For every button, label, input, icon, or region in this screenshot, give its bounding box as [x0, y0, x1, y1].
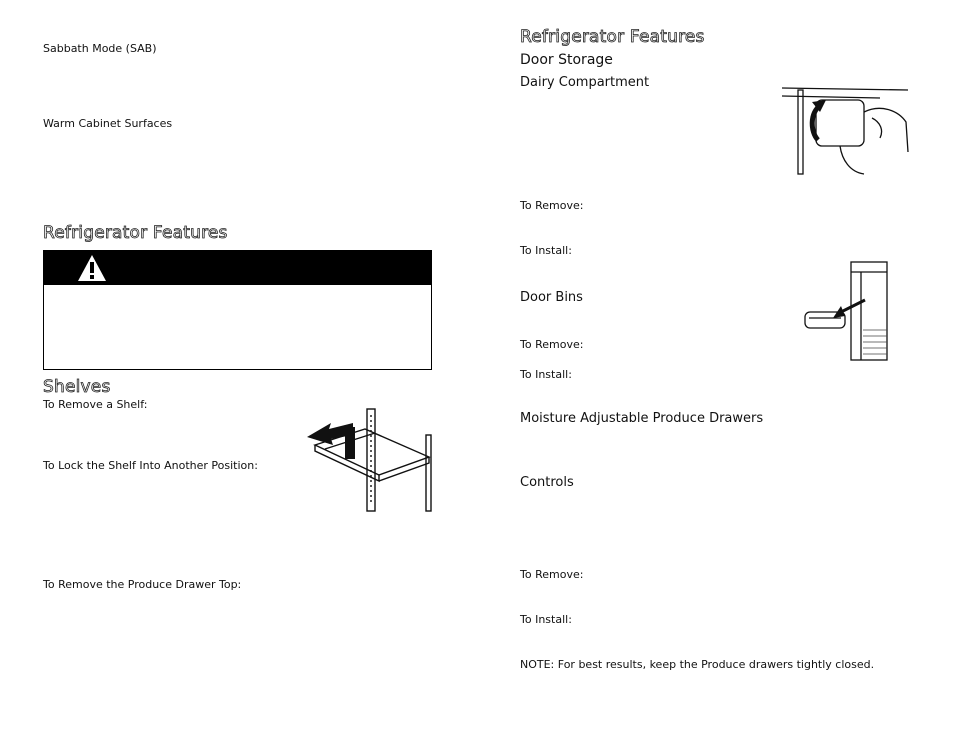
produce-note: NOTE: For best results, keep the Produce drawers tightly closed.	[520, 658, 875, 671]
warm-cabinet-label: Warm Cabinet Surfaces	[43, 117, 173, 130]
dairy-compartment-illustration	[780, 82, 910, 177]
warning-box	[43, 250, 432, 370]
bins-install-label: To Install:	[520, 368, 572, 381]
controls-remove-label: To Remove:	[520, 568, 584, 581]
right-section-title: Refrigerator Features	[520, 27, 705, 47]
door-bin-illustration	[803, 260, 890, 363]
door-bins-heading: Door Bins	[520, 290, 583, 305]
controls-install-label: To Install:	[520, 613, 572, 626]
warning-icon	[77, 254, 107, 282]
remove-shelf-label: To Remove a Shelf:	[43, 398, 148, 411]
remove-produce-top-label: To Remove the Produce Drawer Top:	[43, 578, 242, 591]
bins-remove-label: To Remove:	[520, 338, 584, 351]
moisture-drawers-heading: Moisture Adjustable Produce Drawers	[520, 411, 764, 426]
dairy-compartment-heading: Dairy Compartment	[520, 75, 650, 90]
shelf-illustration	[305, 405, 435, 513]
controls-heading: Controls	[520, 475, 574, 490]
door-storage-heading: Door Storage	[520, 52, 613, 68]
warning-header-bar	[44, 251, 431, 285]
sabbath-mode-label: Sabbath Mode (SAB)	[43, 42, 157, 55]
lock-shelf-label: To Lock the Shelf Into Another Position:	[43, 459, 258, 472]
shelves-heading: Shelves	[43, 377, 111, 397]
dairy-install-label: To Install:	[520, 244, 572, 257]
dairy-remove-label: To Remove:	[520, 199, 584, 212]
left-section-title: Refrigerator Features	[43, 223, 228, 243]
